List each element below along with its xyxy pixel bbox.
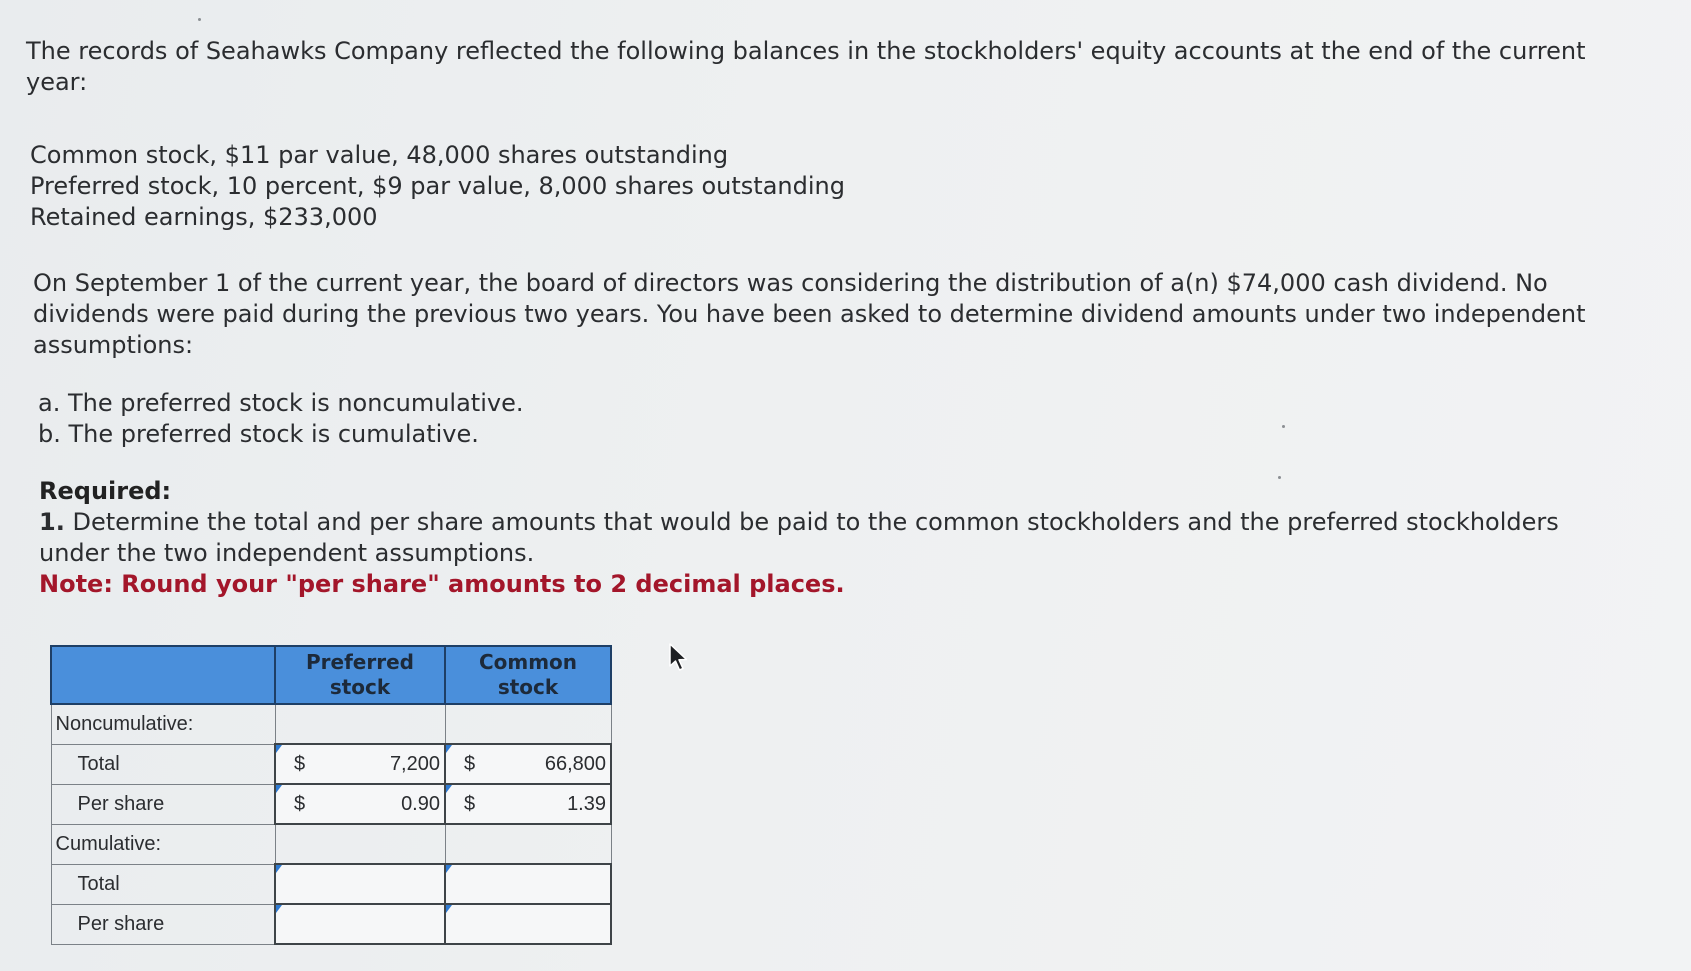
noncumulative-total-row <box>51 744 611 784</box>
noncumulative-per-share-common-value: 1.39 <box>567 793 606 815</box>
currency-symbol: $ <box>294 753 306 775</box>
noncumulative-per-share-common-input[interactable] <box>445 784 611 824</box>
noncumulative-per-share-preferred-value: 0.90 <box>401 793 440 815</box>
screen-speck <box>1278 476 1281 479</box>
currency-symbol: $ <box>464 753 476 775</box>
cumulative-total-common-input[interactable] <box>445 864 611 904</box>
screen-speck <box>198 18 201 21</box>
assumption-b: b. The preferred stock is cumulative. <box>38 420 479 448</box>
required-instruction <box>39 507 1619 569</box>
mouse-pointer-icon <box>668 643 690 673</box>
noncumulative-blank-preferred <box>275 704 445 744</box>
input-flag-icon <box>446 865 452 873</box>
cumulative-total-preferred-input[interactable] <box>275 864 445 904</box>
noncumulative-per-share-row <box>51 784 611 824</box>
cumulative-blank-preferred <box>275 824 445 864</box>
assumptions-list <box>38 388 523 450</box>
cumulative-total-row <box>51 864 611 904</box>
noncumulative-per-share-preferred-input[interactable] <box>275 784 445 824</box>
currency-symbol: $ <box>464 793 476 815</box>
input-flag-icon <box>446 905 452 913</box>
noncumulative-group-row <box>51 704 611 744</box>
header-preferred-stock: Preferred stock <box>275 646 445 704</box>
required-text: Determine the total and per share amounts that would be paid to the common stockholders and the preferred stockholders under the two independent assumptions. <box>39 508 1559 567</box>
noncumulative-total-common-value: 66,800 <box>544 753 606 775</box>
screen-speck <box>1282 425 1285 428</box>
header-blank-cell <box>51 646 275 704</box>
input-flag-icon <box>276 905 282 913</box>
input-flag-icon <box>446 785 452 793</box>
cumulative-per-share-preferred-input[interactable] <box>275 904 445 944</box>
required-heading: Required: <box>39 477 172 505</box>
header-common-stock: Common stock <box>445 646 611 704</box>
noncumulative-total-preferred-value: 7,200 <box>389 753 440 775</box>
table-header-row <box>51 646 611 704</box>
balance-retained-earnings: Retained earnings, $233,000 <box>30 203 378 231</box>
noncumulative-per-share-label: Per share <box>51 784 275 824</box>
noncumulative-label: Noncumulative: <box>51 704 275 744</box>
noncumulative-total-label: Total <box>51 744 275 784</box>
noncumulative-total-preferred-input[interactable] <box>275 744 445 784</box>
balance-common-stock: Common stock, $11 par value, 48,000 shares outstanding <box>30 141 729 169</box>
currency-symbol: $ <box>294 793 306 815</box>
intro-text: The records of Seahawks Company reflected the following balances in the stockholders' equity accounts at the end of the current year: <box>26 37 1586 96</box>
cumulative-blank-common <box>445 824 611 864</box>
noncumulative-total-common-input[interactable] <box>445 744 611 784</box>
cumulative-per-share-common-input[interactable] <box>445 904 611 944</box>
noncumulative-blank-common <box>445 704 611 744</box>
cumulative-total-label: Total <box>51 864 275 904</box>
dividend-answer-table <box>50 645 612 945</box>
assumption-a: a. The preferred stock is noncumulative. <box>38 389 524 417</box>
input-flag-icon <box>446 745 452 753</box>
balance-preferred-stock: Preferred stock, 10 percent, $9 par value, 8,000 shares outstanding <box>30 172 845 200</box>
balances-list <box>30 140 845 233</box>
cumulative-per-share-row <box>51 904 611 944</box>
cumulative-label: Cumulative: <box>51 824 275 864</box>
required-number: 1. <box>39 508 65 536</box>
input-flag-icon <box>276 745 282 753</box>
required-section <box>39 476 1619 600</box>
cumulative-group-row <box>51 824 611 864</box>
rounding-note: Note: Round your "per share" amounts to 2 decimal places. <box>39 570 845 598</box>
input-flag-icon <box>276 865 282 873</box>
cumulative-per-share-label: Per share <box>51 904 275 944</box>
input-flag-icon <box>276 785 282 793</box>
dividend-paragraph: On September 1 of the current year, the board of directors was considering the distribution of a(n) $74,000 cash dividend. No dividends were paid during the previous two years. You have been asked to determine dividend amounts under two independent assumptions: <box>33 269 1586 359</box>
